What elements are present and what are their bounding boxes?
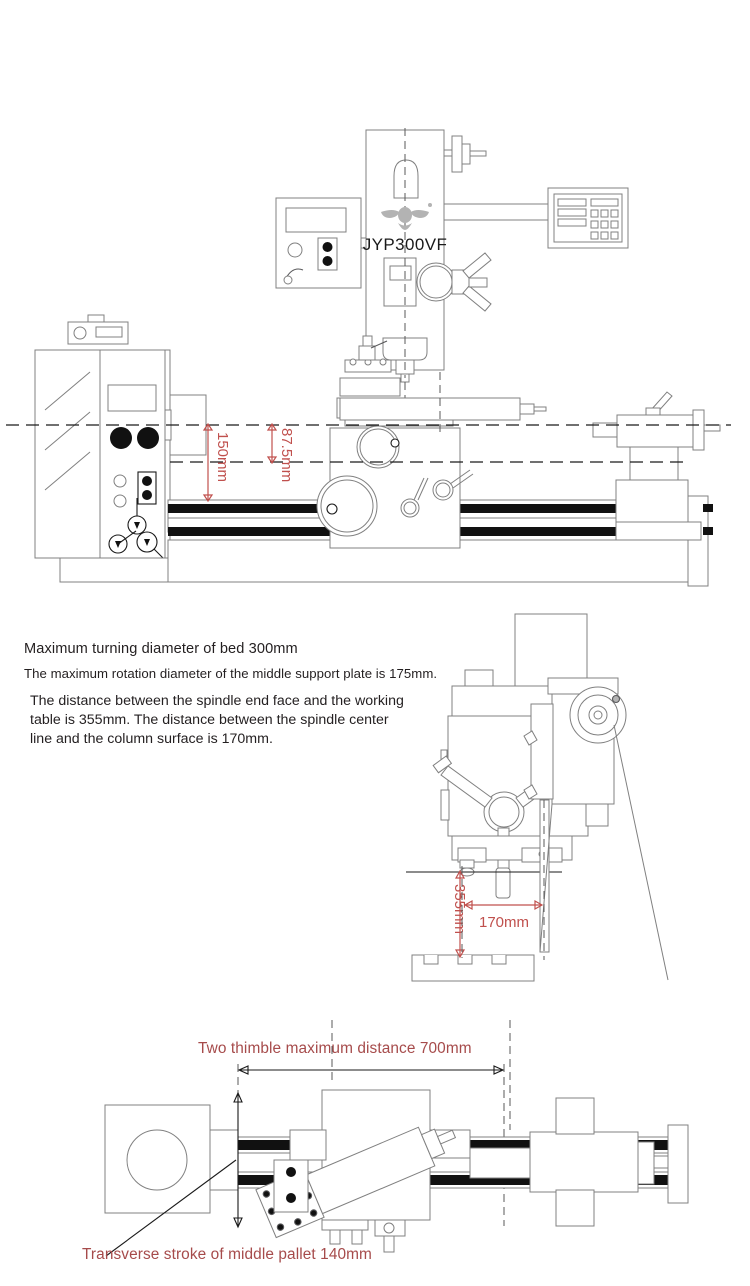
- caption-thimble-distance: Two thimble maximum distance 700mm: [198, 1040, 472, 1057]
- spec-line-spindle-distance: The distance between the spindle end face and the working table is 355mm. The distance between the spindle center line and the column surface is 170mm.: [30, 693, 404, 747]
- dimension-87-5mm: [268, 424, 295, 482]
- brand-label: JYP300VF: [362, 235, 448, 254]
- dimension-label-87-5mm: 87.5mm: [278, 428, 295, 483]
- spec-line-turning-diameter: Maximum turning diameter of bed 300mm: [24, 641, 298, 657]
- spec-line-support-plate: The maximum rotation diameter of the middle support plate is 175mm.: [24, 665, 438, 681]
- figure-front-elevation: [0, 110, 750, 610]
- plan-headstock: [105, 1105, 238, 1213]
- plan-bed-end: [668, 1125, 688, 1203]
- side-base-plate: [412, 955, 534, 981]
- caption-transverse-stroke: Transverse stroke of middle pallet 140mm: [82, 1246, 372, 1263]
- dimension-label-170mm: 170mm: [478, 914, 530, 931]
- side-column: [524, 678, 668, 980]
- plan-compound-base: [274, 1160, 308, 1212]
- dro-keypad-panel: [548, 188, 628, 248]
- dimension-label-150mm: 150mm: [214, 432, 231, 483]
- plan-tailstock: [470, 1098, 676, 1226]
- dimension-label-355mm: 355mm: [451, 884, 468, 935]
- figure-side-elevation: [400, 600, 750, 1010]
- dimension-355mm: [451, 871, 468, 957]
- dimension-150mm: [204, 424, 231, 501]
